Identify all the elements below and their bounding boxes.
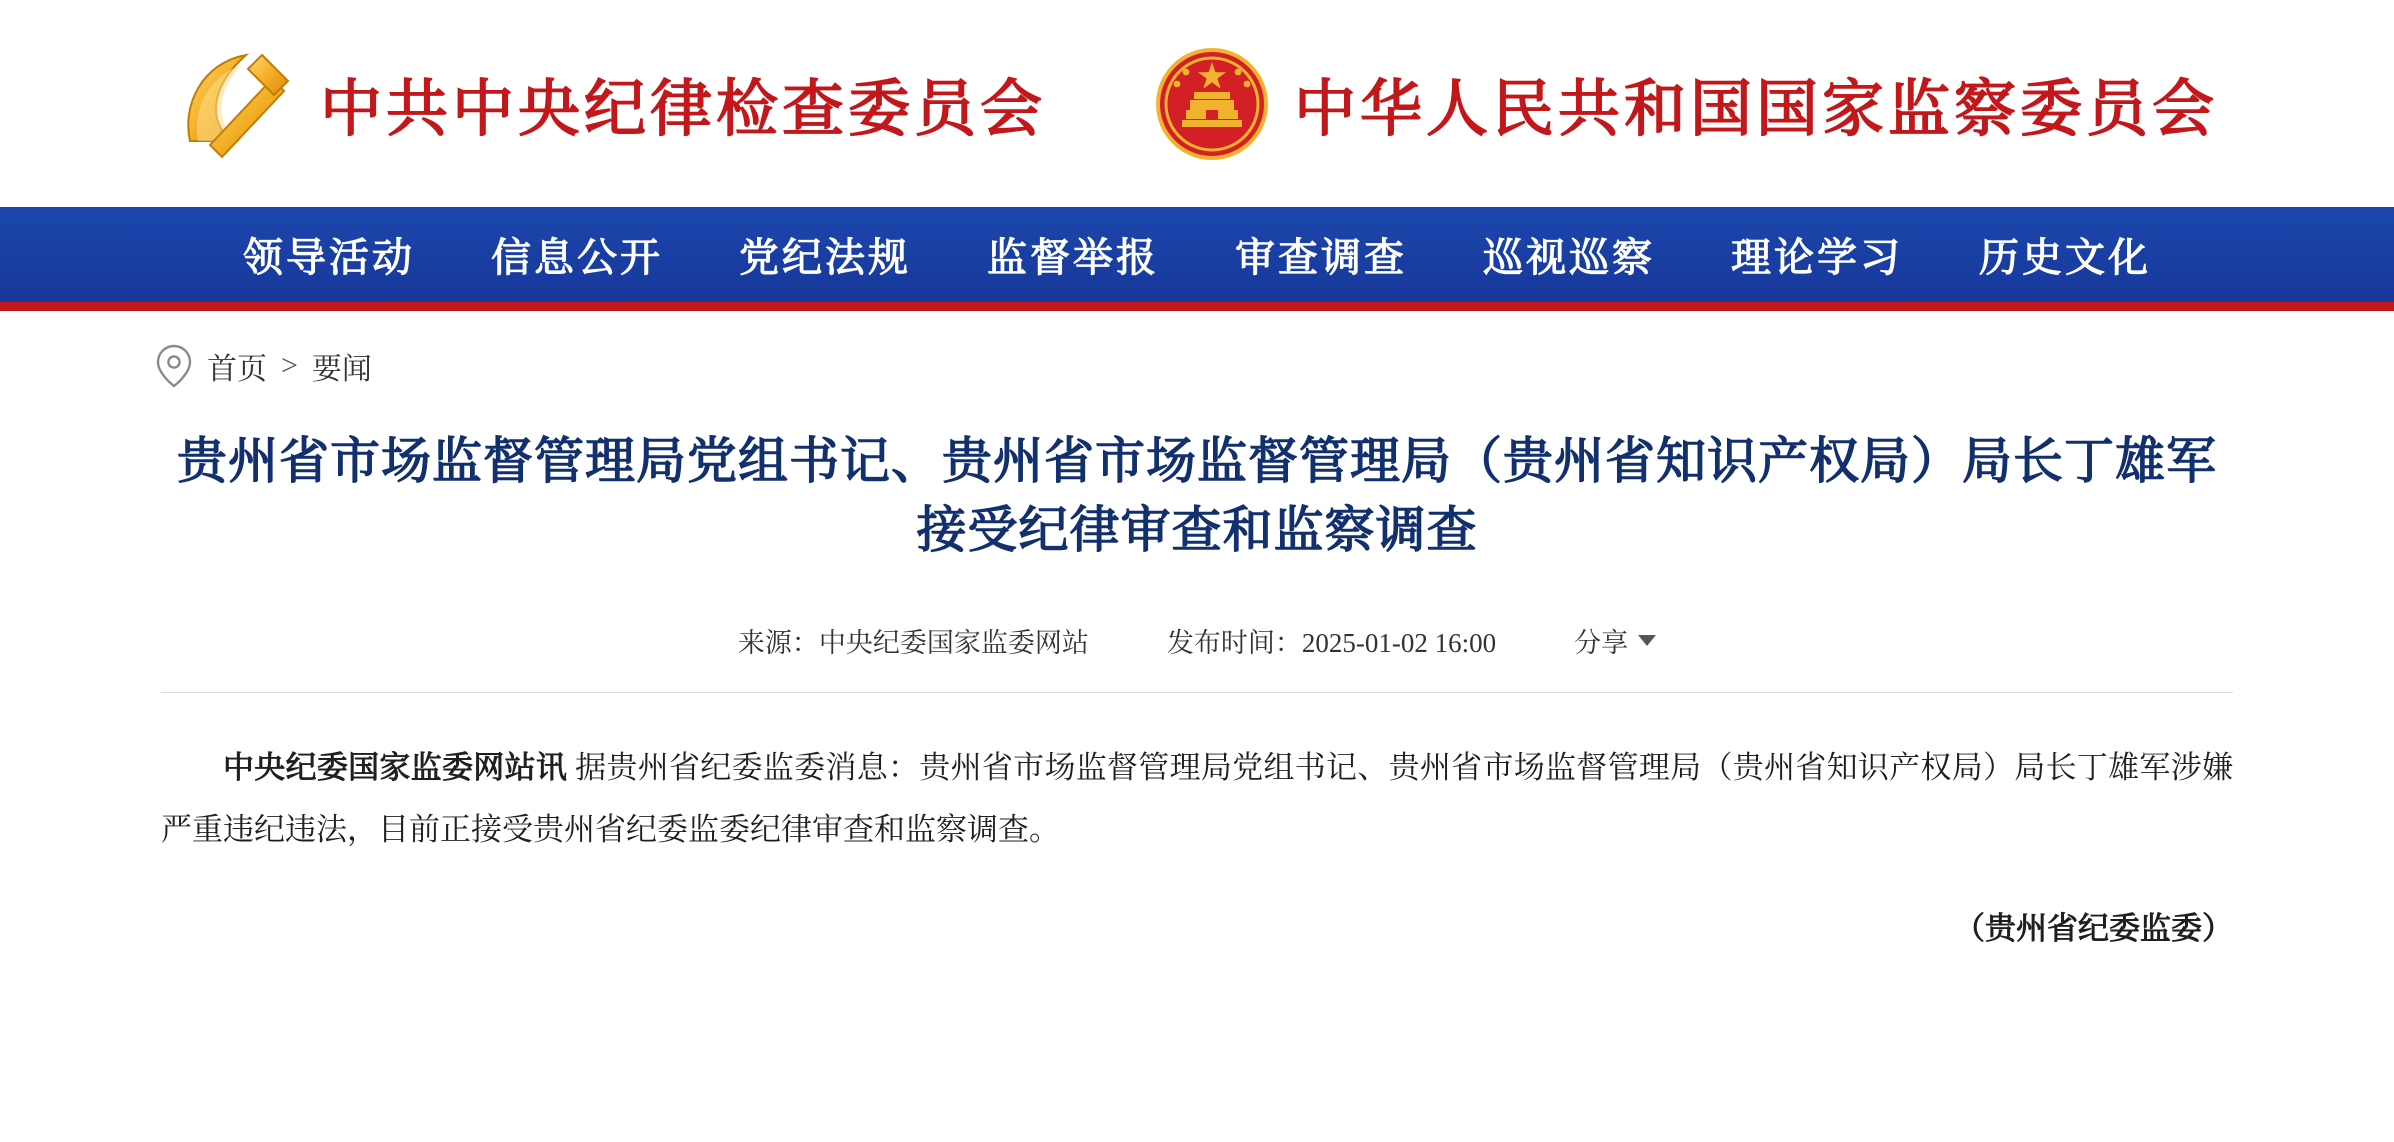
article-body xyxy=(161,737,2233,861)
brand-title-cpc: 中共中央纪律检查委员会 xyxy=(319,76,1046,144)
article-publish-value: 2025-01-02 16:00 xyxy=(1301,628,1497,658)
location-pin-icon xyxy=(155,344,193,388)
article-paragraph xyxy=(161,737,2233,861)
brand-nation[interactable] xyxy=(1156,48,2218,160)
share-label: 分享 xyxy=(1574,628,1629,658)
site-masthead xyxy=(0,0,2394,207)
brand-title-nation: 中华人民共和国国家监察委员会 xyxy=(1294,76,2219,144)
nav-item-leadership[interactable]: 领导活动 xyxy=(243,235,415,280)
article-lead-source: 中央纪委国家监委网站讯 xyxy=(223,750,568,785)
breadcrumb xyxy=(97,311,2297,421)
nav-item-history-culture[interactable]: 历史文化 xyxy=(1979,235,2151,280)
meta-divider xyxy=(161,692,2233,693)
nav-item-theory-study[interactable]: 理论学习 xyxy=(1731,235,1903,280)
article-meta xyxy=(161,621,2233,660)
national-emblem xyxy=(1156,48,1268,160)
article-signature: （贵州省纪委监委） xyxy=(1954,911,2233,946)
breadcrumb-home[interactable]: 首页 xyxy=(207,353,267,386)
cpc-hammer-sickle-emblem xyxy=(176,45,294,163)
article-paragraph-text: 据贵州省纪委监委消息：贵州省市场监督管理局党组书记、贵州省市场监督管理局（贵州省知识产权局）局长丁雄军涉嫌严重违纪违法，目前正接受贵州省纪委监委纪律审查和监察调查。 xyxy=(161,750,2233,847)
article xyxy=(97,427,2297,948)
article-source-label: 来源： xyxy=(737,628,819,658)
brand-cpc[interactable] xyxy=(176,45,1046,163)
nav-item-supervision-report[interactable]: 监督举报 xyxy=(987,235,1159,280)
article-publish-time xyxy=(1167,621,1496,660)
content-wrapper xyxy=(97,311,2297,948)
nav-item-party-regulations[interactable]: 党纪法规 xyxy=(739,235,911,280)
article-source-value: 中央纪委国家监委网站 xyxy=(818,628,1089,658)
main-navigation xyxy=(0,207,2394,311)
nav-item-information-disclosure[interactable]: 信息公开 xyxy=(491,235,663,280)
article-source xyxy=(738,621,1089,660)
nav-item-inspection[interactable]: 巡视巡察 xyxy=(1483,235,1655,280)
breadcrumb-current: 要闻 xyxy=(311,353,372,386)
chevron-down-icon xyxy=(1638,635,1656,646)
article-title: 贵州省市场监督管理局党组书记、贵州省市场监督管理局（贵州省知识产权局）局长丁雄军接受纪律审查和监察调查 xyxy=(177,433,2217,558)
nav-item-investigation[interactable]: 审查调查 xyxy=(1235,235,1407,280)
article-publish-label: 发布时间： xyxy=(1166,628,1302,658)
breadcrumb-separator: > xyxy=(281,349,298,382)
share-dropdown[interactable] xyxy=(1574,621,1656,660)
